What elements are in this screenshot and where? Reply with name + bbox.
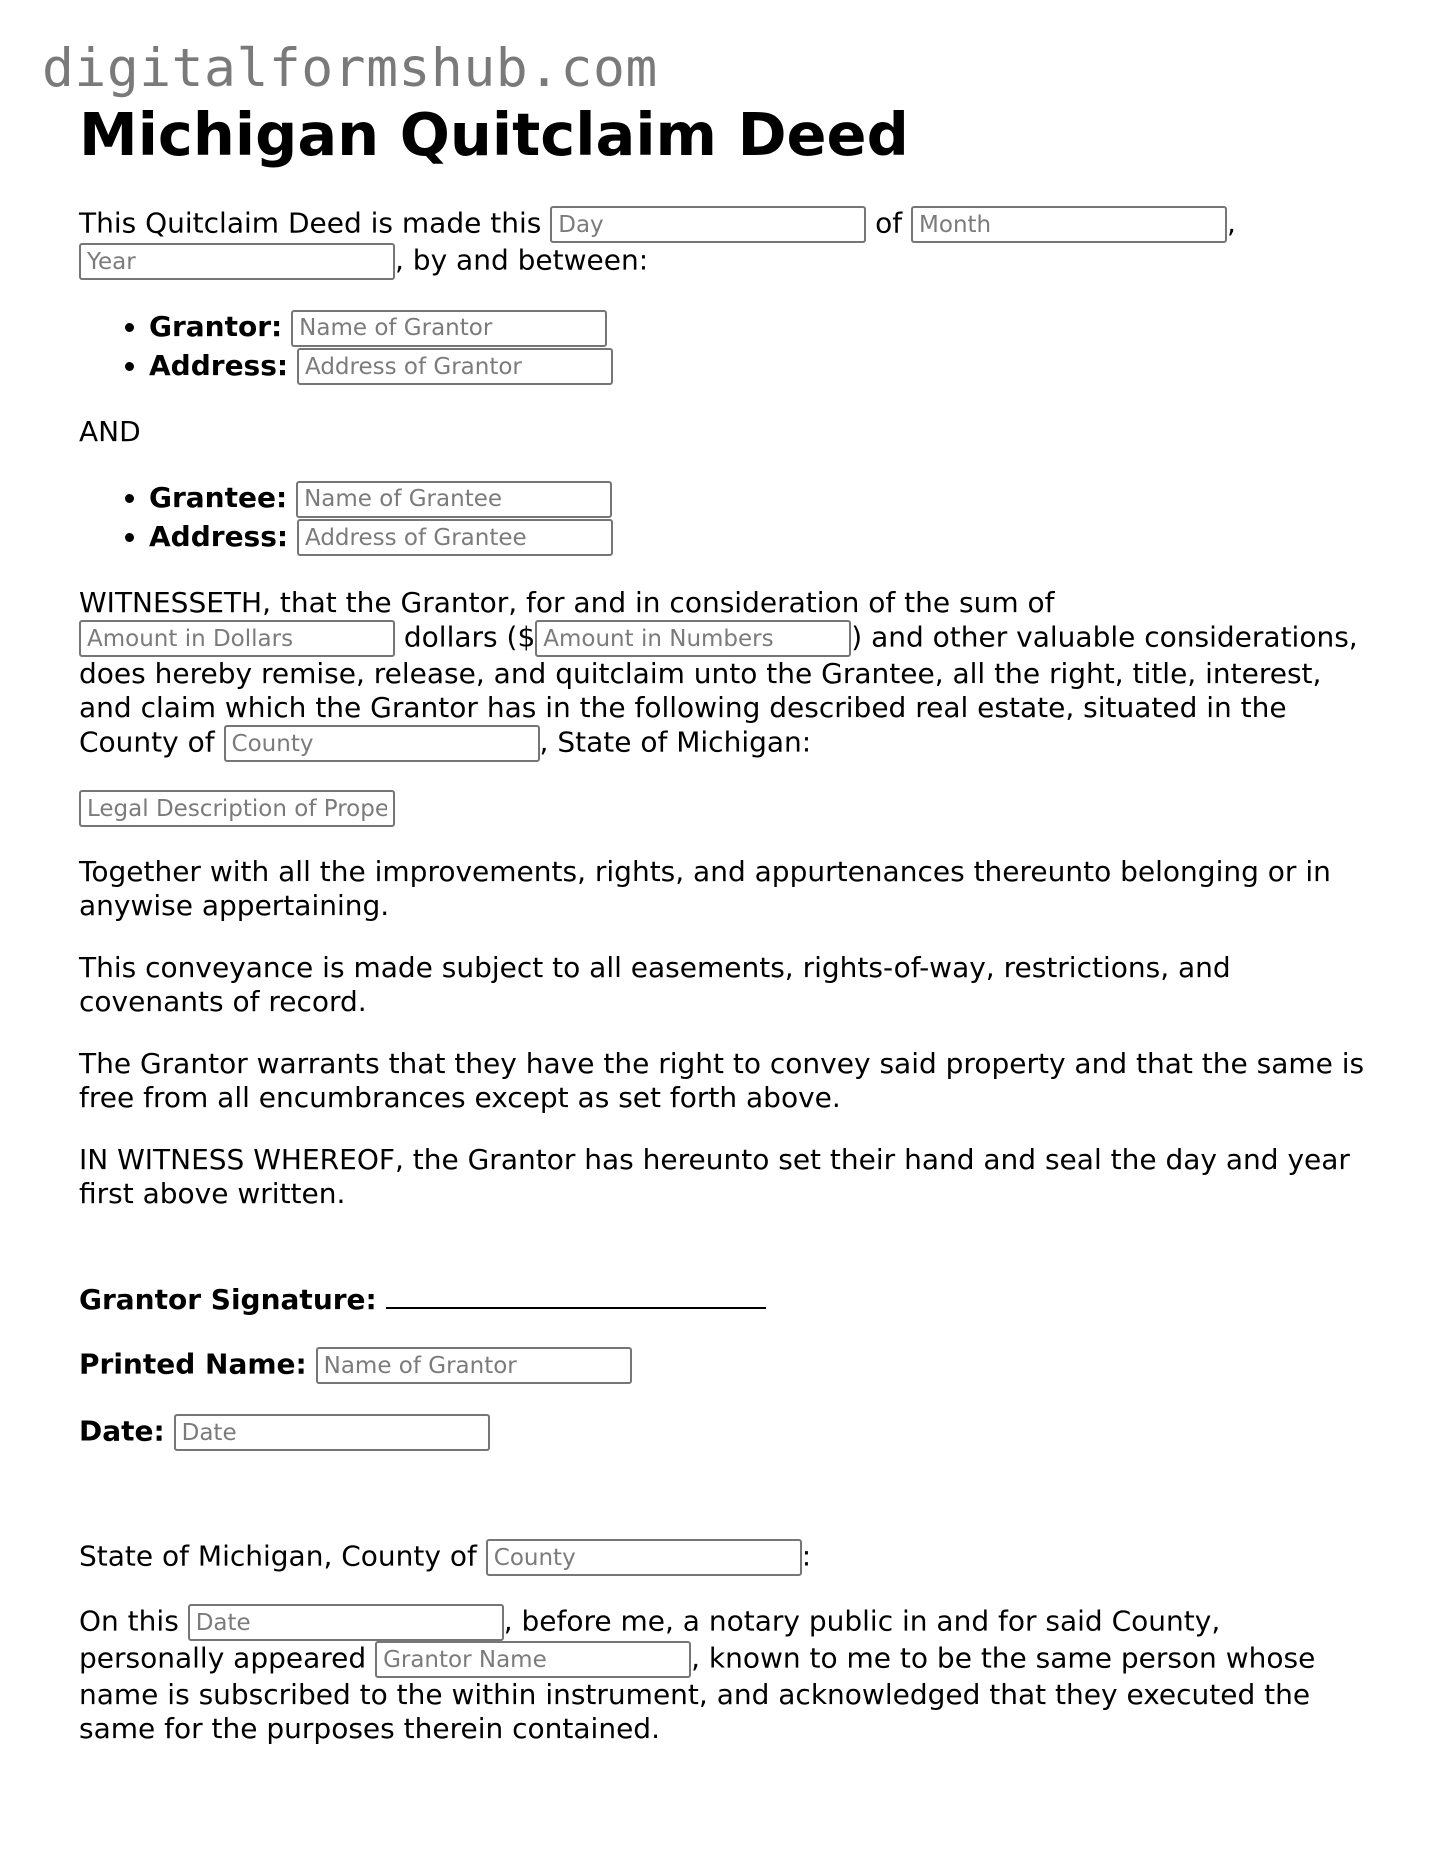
amount-numbers-input[interactable]: [535, 620, 851, 657]
grantee-address-label: Address:: [149, 519, 289, 553]
grantor-signature-label: Grantor Signature:: [79, 1283, 377, 1316]
subject-paragraph: This conveyance is made subject to all easements, rights-of-way, restrictions, and covenants of record.: [79, 951, 1231, 1018]
and-separator: AND: [79, 415, 141, 448]
printed-name-input[interactable]: [316, 1347, 632, 1384]
grantor-address-label: Address:: [149, 348, 289, 382]
printed-name-row: [79, 1347, 1369, 1384]
page-title: Michigan Quitclaim Deed: [79, 100, 909, 169]
printed-name-label: Printed Name:: [79, 1347, 307, 1381]
state-text: , State of Michigan:: [539, 725, 812, 759]
quitclaim-text: ) and other valuable considerations, does hereby remise, release, and quitclaim unto the Grantee, all the right, title, interest, and claim which the Grantor has in the following described real estate, situated in the County of: [79, 620, 1358, 759]
notary-on-text: On this: [79, 1604, 179, 1638]
grantee-address-input[interactable]: [297, 519, 613, 556]
notary-colon: :: [801, 1539, 812, 1573]
notary-date-input[interactable]: [188, 1604, 504, 1641]
month-input[interactable]: [911, 206, 1227, 243]
witness-whereof-paragraph: IN WITNESS WHEREOF, the Grantor has hereunto set their hand and seal the day and year first above written.: [79, 1143, 1350, 1210]
signature-block: [79, 1279, 1369, 1451]
grantee-name-input[interactable]: [296, 481, 612, 518]
day-input[interactable]: [550, 206, 866, 243]
grantor-address-input[interactable]: [297, 348, 613, 385]
deed-document: [79, 98, 1369, 1774]
grantee-name-label: Grantee:: [149, 481, 288, 514]
legal-description-row: [79, 790, 1369, 827]
signature-line[interactable]: [386, 1279, 766, 1309]
intro-of-text: of: [875, 206, 903, 240]
signature-date-row: [79, 1414, 1369, 1451]
legal-description-input[interactable]: [79, 790, 395, 827]
grantor-signature-row: [79, 1279, 1369, 1317]
grantor-address-item: [149, 347, 1369, 386]
notary-acknowledgment-paragraph: [79, 1604, 1369, 1746]
notary-county-input[interactable]: [486, 1539, 802, 1576]
amount-words-input[interactable]: [79, 620, 395, 657]
property-county-input[interactable]: [224, 725, 540, 762]
signature-date-input[interactable]: [174, 1414, 490, 1451]
notary-county-text: State of Michigan, County of: [79, 1539, 477, 1573]
notary-known-text: , known to me to be the same person whose name is subscribed to the within instrument, and acknowledged that they executed the same for the purposes therein contained.: [79, 1641, 1316, 1745]
notary-grantor-name-input[interactable]: [375, 1641, 691, 1678]
grantee-address-item: [149, 518, 1369, 557]
year-input[interactable]: [79, 243, 395, 280]
intro-paragraph: [79, 206, 1369, 280]
witnesseth-paragraph: [79, 586, 1369, 762]
intro-text: This Quitclaim Deed is made this: [79, 206, 542, 240]
signature-date-label: Date:: [79, 1414, 165, 1448]
grantor-name-label: Grantor:: [149, 310, 283, 343]
warrants-paragraph: The Grantor warrants that they have the right to convey said property and that the same is free from all encumbrances except as set forth above.: [79, 1047, 1365, 1114]
site-watermark: digitalformshub.com: [42, 38, 658, 99]
intro-between-text: , by and between:: [395, 243, 649, 277]
notary-block: [79, 1539, 1369, 1746]
grantee-list: [79, 479, 1369, 556]
grantor-list: [79, 308, 1369, 385]
grantor-name-item: [149, 308, 1369, 347]
intro-comma: ,: [1227, 206, 1236, 240]
together-paragraph: Together with all the improvements, rights, and appurtenances thereunto belonging or in anywise appertaining.: [79, 855, 1331, 922]
witnesseth-text: WITNESSETH, that the Grantor, for and in consideration of the sum of: [79, 586, 1055, 619]
grantee-name-item: [149, 479, 1369, 518]
grantor-name-input[interactable]: [291, 310, 607, 347]
dollars-text: dollars ($: [403, 620, 536, 654]
notary-appeared-text: , before me, a notary public in and for said County, personally appeared: [79, 1604, 1221, 1675]
notary-county-row: [79, 1539, 1369, 1576]
